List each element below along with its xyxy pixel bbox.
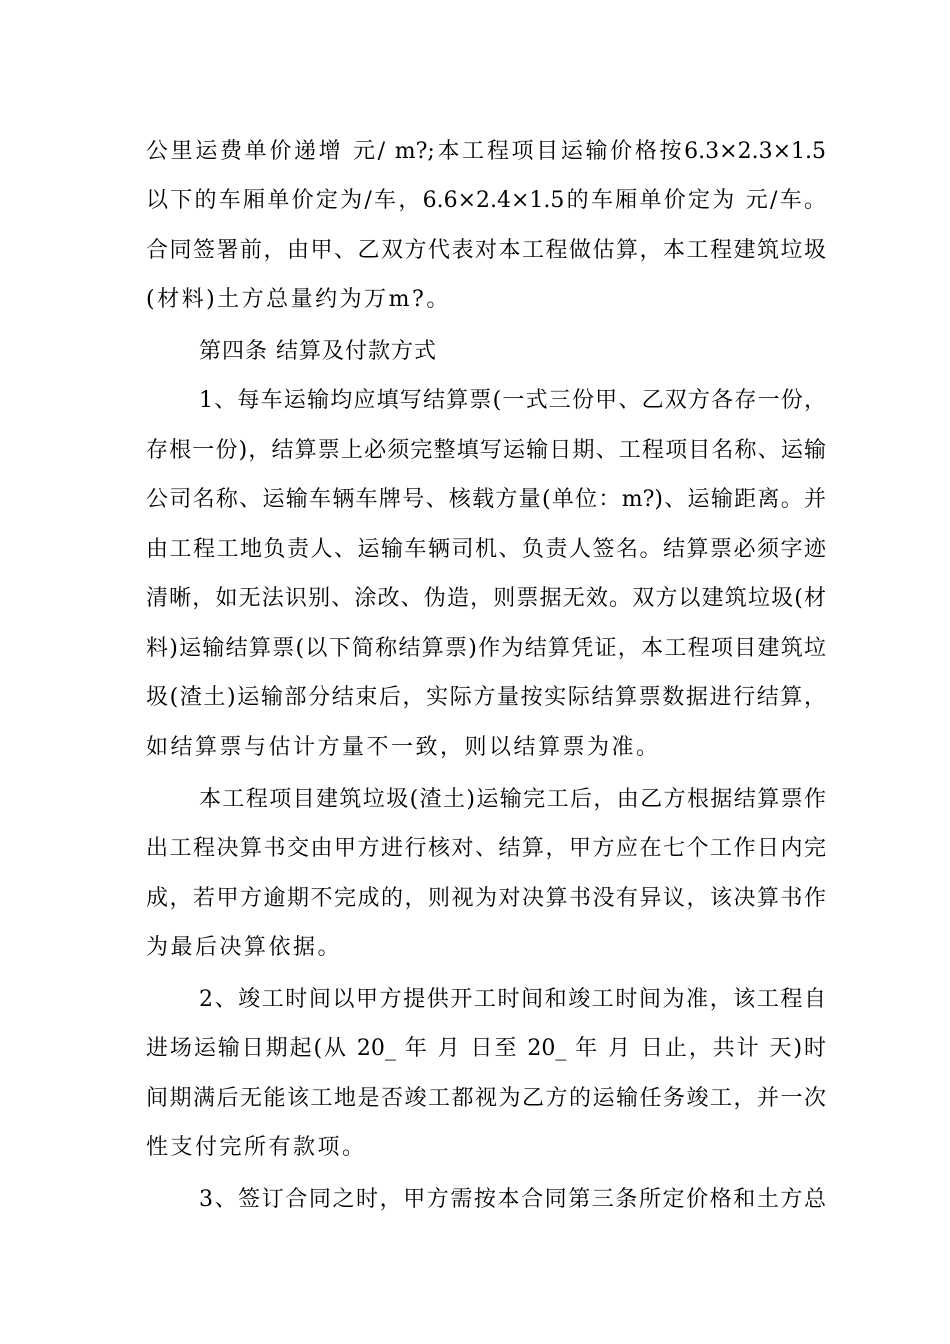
body-line: 本工程项目建筑垃圾(渣土)运输完工后，由乙方根据结算票作 [199,787,826,812]
body-line: 性支付完所有款项。 [146,1135,367,1160]
body-line: (材料)土方总量约为万m?。 [146,287,451,312]
body-line: 如结算票与估计方量不一致，则以结算票为准。 [146,735,661,760]
body-line: 为最后决算依据。 [146,935,343,960]
body-line: 圾(渣土)运输部分结束后，实际方量按实际结算票数据进行结算， [146,685,826,710]
body-line: 3、签订合同之时，甲方需按本合同第三条所定价格和土方总 [199,1187,826,1212]
body-line: 存根一份)，结算票上必须完整填写运输日期、工程项目名称、运输 [146,438,826,463]
body-line: 2、竣工时间以甲方提供开工时间和竣工时间为准，该工程自 [199,987,826,1012]
body-line: 出工程决算书交由甲方进行核对、结算，甲方应在七个工作日内完 [146,836,826,861]
body-line: 以下的车厢单价定为/车，6.6×2.4×1.5的车厢单价定为 元/车。 [146,188,826,213]
body-line: 料)运输结算票(以下简称结算票)作为结算凭证，本工程项目建筑垃 [146,636,826,661]
section-heading: 第四条 结算及付款方式 [199,339,437,364]
body-line: 公司名称、运输车辆车牌号、核载方量(单位：m?)、运输距离。并 [146,487,826,512]
body-line: 成，若甲方逾期不完成的，则视为对决算书没有异议，该决算书作 [146,886,826,911]
body-line: 由工程工地负责人、运输车辆司机、负责人签名。结算票必须字迹 [146,537,826,562]
body-line: 公里运费单价递增 元/ m?;本工程项目运输价格按6.3×2.3×1.5 [146,139,826,164]
body-line: 清晰，如无法识别、涂改、伪造，则票据无效。双方以建筑垃圾(材 [146,586,826,611]
body-line: 1、每车运输均应填写结算票(一式三份甲、乙双方各存一份， [199,388,826,413]
body-line: 进场运输日期起(从 20_ 年 月 日至 20_ 年 月 日止，共计 天)时 [146,1036,826,1061]
body-line: 合同签署前，由甲、乙双方代表对本工程做估算，本工程建筑垃圾 [146,238,826,263]
body-line: 间期满后无能该工地是否竣工都视为乙方的运输任务竣工，并一次 [146,1086,826,1111]
